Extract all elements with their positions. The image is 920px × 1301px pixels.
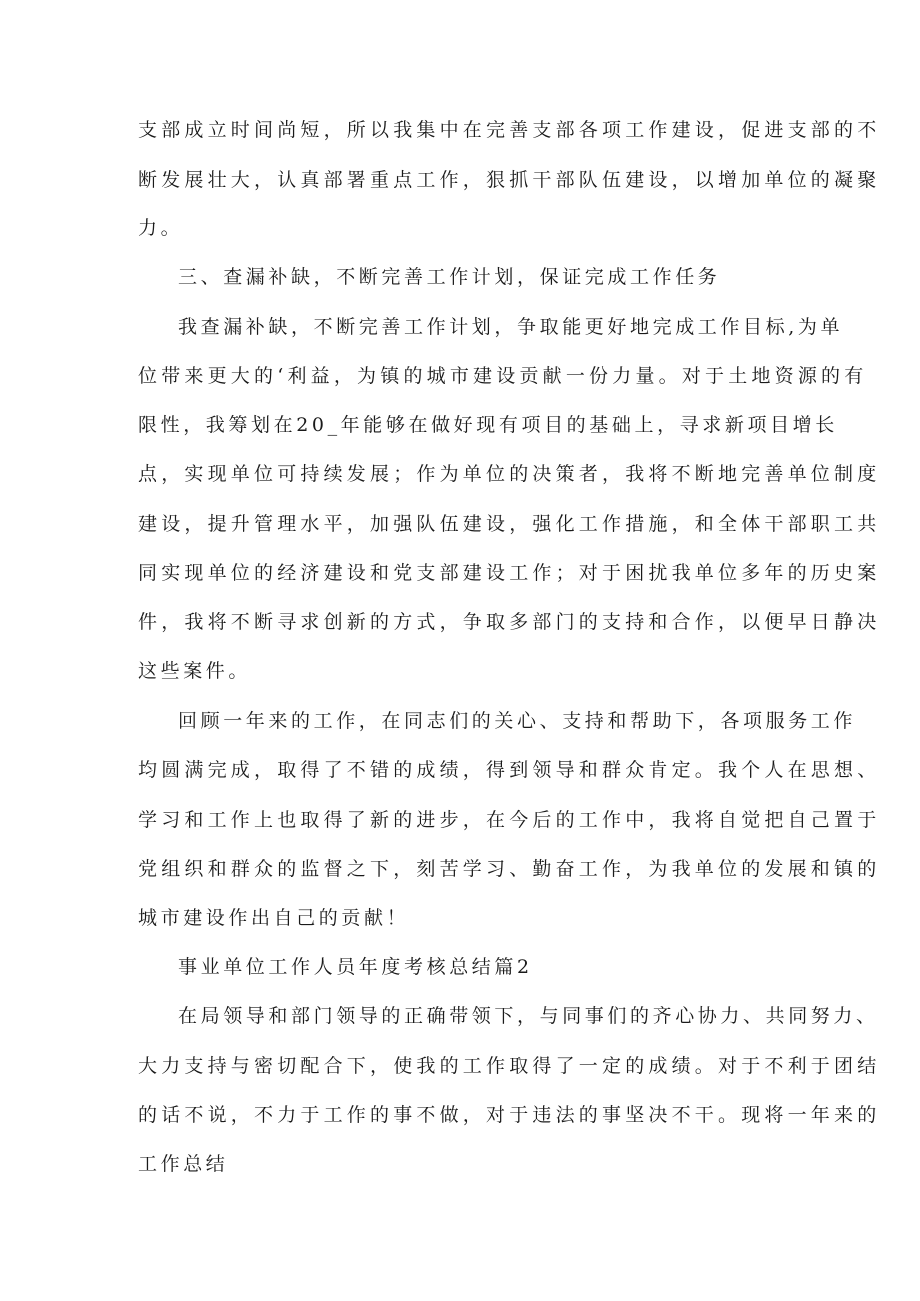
article-subtitle: 事业单位工作人员年度考核总结篇2 (178, 956, 533, 978)
paragraph-1-line-1: 支部成立时间尚短，所以我集中在完善支部各项工作建设，促进支部的不 (138, 119, 881, 141)
paragraph-4-line-4: 党组织和群众的监督之下，刻苦学习、勤奋工作，为我单位的发展和镇的 (138, 858, 881, 880)
paragraph-4-line-3: 学习和工作上也取得了新的进步，在今后的工作中，我将自觉把自己置于 (138, 809, 881, 831)
paragraph-3-line-6: 同实现单位的经济建设和党支部建设工作；对于困扰我单位多年的历史案 (138, 562, 881, 584)
paragraph-4-line-5: 城市建设作出自己的贡献！ (138, 907, 410, 929)
paragraph-1-line-2: 断发展壮大，认真部署重点工作，狠抓干部队伍建设，以增加单位的凝聚 (138, 169, 881, 191)
paragraph-6-line-1: 在局领导和部门领导的正确带领下，与同事们的齐心协力、共同努力、 (178, 1005, 879, 1027)
paragraph-3-line-7: 件，我将不断寻求创新的方式，争取多部门的支持和合作，以便早日静决 (138, 611, 881, 633)
paragraph-6-line-3: 的话不说，不力于工作的事不做，对于违法的事坚决不干。现将一年来的 (138, 1104, 881, 1126)
paragraph-3-line-4: 点，实现单位可持续发展；作为单位的决策者，我将不断地完善单位制度 (138, 463, 881, 485)
paragraph-6-line-2: 大力支持与密切配合下，使我的工作取得了一定的成绩。对于不利于团结 (138, 1055, 881, 1077)
paragraph-3-line-1: 我查漏补缺，不断完善工作计划，争取能更好地完成工作目标,为单 (178, 316, 844, 338)
paragraph-3-line-3: 限性，我筹划在20_年能够在做好现有项目的基础上，寻求新项目增长 (138, 414, 838, 436)
paragraph-4-line-1: 回顾一年来的工作，在同志们的关心、支持和帮助下，各项服务工作 (178, 710, 857, 732)
paragraph-3-line-8: 这些案件。 (138, 660, 252, 682)
section-heading: 三、查漏补缺，不断完善工作计划，保证完成工作任务 (178, 266, 721, 288)
paragraph-3-line-2: 位带来更大的‘利益，为镇的城市建设贡献一份力量。对于土地资源的有 (138, 365, 868, 387)
paragraph-6-line-4: 工作总结 (138, 1153, 229, 1175)
paragraph-1-line-3: 力。 (138, 217, 184, 239)
paragraph-3-line-5: 建设，提升管理水平，加强队伍建设，强化工作措施，和全体干部职工共 (138, 513, 881, 535)
paragraph-4-line-2: 均圆满完成，取得了不错的成绩，得到领导和群众肯定。我个人在思想、 (138, 759, 881, 781)
